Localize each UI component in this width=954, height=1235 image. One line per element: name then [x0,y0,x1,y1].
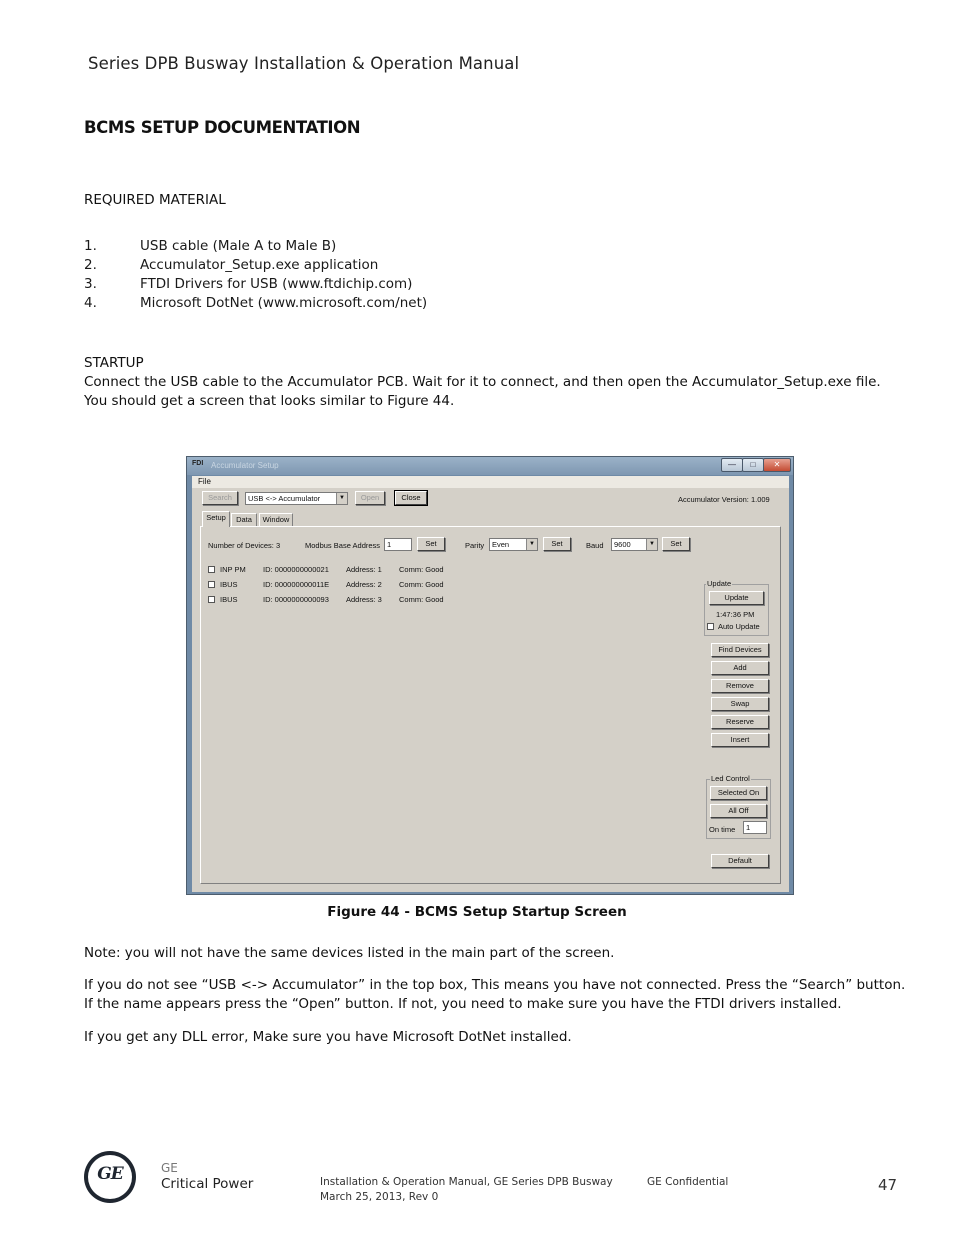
footer-confidential: GE Confidential [647,1176,729,1188]
default-button[interactable]: Default [711,854,769,868]
update-group [704,579,769,636]
ge-logo [84,1151,136,1203]
footer-company-ge: GE [161,1161,178,1175]
device-checkbox[interactable] [208,581,215,588]
app-icon: FDI [192,460,204,467]
modbus-set-button[interactable]: Set [417,537,445,551]
led-control-group [706,774,771,839]
dll-error-paragraph: If you get any DLL error, Make sure you have Microsoft DotNet installed. [84,1029,572,1045]
setup-panel [200,526,781,884]
port-select-value: USB <-> Accumulator [248,494,321,503]
device-name: IBUS [220,595,238,604]
startup-text-line2: You should get a screen that looks similar to Figure 44. [84,393,455,409]
list-number: 3. [84,276,97,292]
close-button[interactable]: Close [395,491,427,505]
device-row[interactable] [208,595,468,609]
search-instruction-line1: If you do not see “USB <-> Accumulator” in the top box, This means you have not connected. Press the “Search” button. [84,977,906,993]
device-row[interactable] [208,565,468,579]
list-text: Accumulator_Setup.exe application [140,257,379,273]
parity-label: Parity [465,541,485,550]
tab-setup[interactable]: Setup [202,511,230,527]
parity-select[interactable] [489,538,538,551]
baud-value: 9600 [614,540,631,549]
baud-label: Baud [586,541,604,550]
on-time-label: On time [709,825,736,834]
device-comm: Comm: Good [399,595,444,604]
modbus-label: Modbus Base Address [305,541,381,550]
required-material-heading: REQUIRED MATERIAL [84,192,226,208]
note-paragraph: Note: you will not have the same devices listed in the main part of the screen. [84,945,615,961]
list-number: 1. [84,238,97,254]
list-number: 2. [84,257,97,273]
list-text: USB cable (Male A to Male B) [140,238,337,254]
swap-button[interactable]: Swap [711,697,769,711]
list-text: Microsoft DotNet (www.microsoft.com/net) [140,295,428,311]
footer-company-name: Critical Power [161,1176,254,1192]
update-button[interactable]: Update [709,591,764,605]
device-address: Address: 1 [346,565,382,574]
modbus-address-input[interactable]: 1 [384,538,412,551]
find-devices-button[interactable]: Find Devices [711,643,769,657]
maximize-button[interactable]: □ [742,458,764,472]
device-id: ID: 0000000000093 [263,595,329,604]
startup-heading: STARTUP [84,355,144,371]
parity-value: Even [492,540,510,549]
remove-button[interactable]: Remove [711,679,769,693]
device-name: IBUS [220,580,238,589]
tab-window[interactable]: Window [259,513,293,526]
device-comm: Comm: Good [399,565,444,574]
update-time: 1:47:36 PM [716,610,755,619]
close-window-button[interactable]: ✕ [763,458,791,472]
figure-caption: Figure 44 - BCMS Setup Startup Screen [327,904,627,920]
led-control-title: Led Control [711,774,750,783]
add-button[interactable]: Add [711,661,769,675]
device-address: Address: 2 [346,580,382,589]
minimize-button[interactable]: — [721,458,743,472]
chevron-down-icon: ▼ [646,539,657,550]
device-name: INP PM [220,565,246,574]
footer-doc-title: Installation & Operation Manual, GE Series DPB Busway [320,1176,613,1188]
auto-update-label: Auto Update [718,622,760,631]
device-count-label: Number of Devices: 3 [208,541,281,550]
tab-data[interactable]: Data [231,513,257,526]
ge-logo-monogram: GE [97,1164,123,1184]
baud-select[interactable] [611,538,658,551]
menu-bar [192,476,789,488]
insert-button[interactable]: Insert [711,733,769,747]
device-checkbox[interactable] [208,596,215,603]
search-instruction-line2: If the name appears press the “Open” button. If not, you need to make sure you have the FTDI drivers installed. [84,996,842,1012]
on-time-input[interactable]: 1 [743,821,767,834]
device-comm: Comm: Good [399,580,444,589]
chevron-down-icon: ▼ [526,539,537,550]
device-list [208,565,468,615]
window-client-area [192,476,789,892]
document-header: Series DPB Busway Installation & Operation Manual [88,54,520,73]
footer-doc-date: March 25, 2013, Rev 0 [320,1191,439,1203]
parity-set-button[interactable]: Set [543,537,571,551]
device-address: Address: 3 [346,595,382,604]
chevron-down-icon: ▼ [336,493,347,504]
update-group-title: Update [707,579,732,588]
version-label: Accumulator Version: 1.009 [678,495,770,504]
selected-on-button[interactable]: Selected On [710,786,767,800]
list-number: 4. [84,295,97,311]
device-id: ID: 000000000011E [263,580,330,589]
all-off-button[interactable]: All Off [710,804,767,818]
device-id: ID: 0000000000021 [263,565,329,574]
list-text: FTDI Drivers for USB (www.ftdichip.com) [140,276,413,292]
device-row[interactable] [208,580,468,594]
menu-file[interactable]: File [198,477,211,486]
open-button[interactable]: Open [355,491,385,505]
app-window-screenshot [186,456,794,895]
startup-text-line1: Connect the USB cable to the Accumulator PCB. Wait for it to connect, and then open the Accumulator_Setup.exe file. [84,374,881,390]
reserve-button[interactable]: Reserve [711,715,769,729]
baud-set-button[interactable]: Set [662,537,690,551]
section-title: BCMS SETUP DOCUMENTATION [84,118,361,137]
auto-update-checkbox[interactable] [707,623,714,630]
window-title: Accumulator Setup [211,461,279,470]
device-checkbox[interactable] [208,566,215,573]
window-titlebar [187,457,793,475]
port-select[interactable] [245,492,348,505]
search-button[interactable]: Search [202,491,238,505]
page-number: 47 [878,1176,898,1194]
